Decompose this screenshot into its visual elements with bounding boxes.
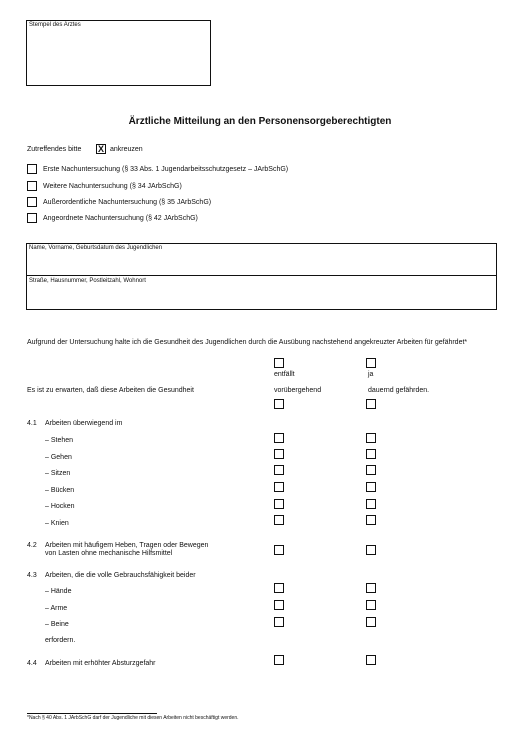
col-voruebergehend-label: vorübergehend — [274, 387, 322, 394]
lasten-dauernd-checkbox[interactable] — [366, 545, 376, 555]
beine-dauernd-checkbox[interactable] — [366, 617, 376, 627]
footnote-text: *Nach § 40 Abs. 1 JArbSchG darf der Jugendliche mit diesen Arbeiten nicht beschäftigt werden. — [27, 715, 239, 721]
sitzen-voruebergehend-checkbox[interactable] — [274, 465, 284, 475]
item-knien-label: – Knien — [45, 520, 69, 527]
stehen-voruebergehend-checkbox[interactable] — [274, 433, 284, 443]
instruction-x-box: X — [97, 144, 104, 154]
knien-dauernd-checkbox[interactable] — [366, 515, 376, 525]
address-field-label: Straße, Hausnummer, Postleitzahl, Wohnort — [29, 278, 146, 284]
item-sitzen-label: – Sitzen — [45, 470, 71, 477]
exam-type-checkbox-3[interactable] — [27, 197, 37, 207]
item-hocken-label: – Hocken — [45, 503, 75, 510]
col-dauernd-label: dauernd gefährden. — [368, 387, 430, 394]
item-beine-label: – Beine — [45, 621, 69, 628]
exam-type-checkbox-4[interactable] — [27, 213, 37, 223]
section-4-4-number: 4.4 — [27, 660, 37, 667]
form-title: Ärztliche Mitteilung an den Personensorgeberechtigten — [128, 116, 392, 127]
dauernd-header-checkbox[interactable] — [366, 399, 376, 409]
buecken-voruebergehend-checkbox[interactable] — [274, 482, 284, 492]
haende-dauernd-checkbox[interactable] — [366, 583, 376, 593]
voruebergehend-header-checkbox[interactable] — [274, 399, 284, 409]
section-4-3-label: Arbeiten, die die volle Gebrauchsfähigkeit beider — [45, 572, 196, 579]
entfaellt-header-checkbox[interactable] — [274, 358, 284, 368]
haende-voruebergehend-checkbox[interactable] — [274, 583, 284, 593]
item-gehen-label: – Gehen — [45, 454, 72, 461]
exam-type-label-2: Weitere Nachuntersuchung (§ 34 JArbSchG) — [43, 183, 182, 190]
item-haende-label: – Hände — [45, 588, 72, 595]
item-stehen-label: – Stehen — [45, 437, 74, 444]
expect-text: Es ist zu erwarten, daß diese Arbeiten die Gesundheit — [27, 387, 194, 394]
absturz-voruebergehend-checkbox[interactable] — [274, 655, 284, 665]
identity-divider — [27, 275, 496, 276]
instruction-text — [27, 145, 81, 154]
instruction-before: Zutreffendes bitte — [27, 146, 82, 153]
footnote-rule — [27, 713, 157, 714]
hocken-voruebergehend-checkbox[interactable] — [274, 499, 284, 509]
section-4-4-label: Arbeiten mit erhöhter Absturzgefahr — [45, 660, 156, 667]
knien-voruebergehend-checkbox[interactable] — [274, 515, 284, 525]
col-ja-label: ja — [368, 371, 374, 378]
section-4-2-number: 4.2 — [27, 542, 37, 549]
arme-voruebergehend-checkbox[interactable] — [274, 600, 284, 610]
address-input[interactable] — [27, 286, 494, 307]
name-field-label: Name, Vorname, Geburtsdatum des Jugendlichen — [29, 245, 163, 251]
gehen-dauernd-checkbox[interactable] — [366, 449, 376, 459]
exam-type-checkbox-2[interactable] — [27, 181, 37, 191]
hocken-dauernd-checkbox[interactable] — [366, 499, 376, 509]
section-4-2-line-2: von Lasten ohne mechanische Hilfsmittel — [45, 550, 173, 557]
assessment-intro: Aufgrund der Untersuchung halte ich die Gesundheit des Jugendlichen durch die Ausübung nachstehend angekreuzter Arbeiten für gefährdet* — [27, 339, 468, 346]
buecken-dauernd-checkbox[interactable] — [366, 482, 376, 492]
beine-voruebergehend-checkbox[interactable] — [274, 617, 284, 627]
section-4-3-number: 4.3 — [27, 572, 37, 579]
section-4-2-line-1: Arbeiten mit häufigem Heben, Tragen oder Bewegen — [45, 542, 209, 549]
stehen-dauernd-checkbox[interactable] — [366, 433, 376, 443]
col-entfaellt-label: entfällt — [274, 371, 295, 378]
ja-header-checkbox[interactable] — [366, 358, 376, 368]
exam-type-label-1: Erste Nachuntersuchung (§ 33 Abs. 1 Jugendarbeitsschutzgesetz – JArbSchG) — [43, 166, 289, 173]
exam-type-label-3: Außerordentliche Nachuntersuchung (§ 35 JArbSchG) — [43, 199, 212, 206]
lasten-voruebergehend-checkbox[interactable] — [274, 545, 284, 555]
stamp-label: Stempel des Arztes — [29, 22, 81, 28]
section-4-1-number: 4.1 — [27, 420, 37, 427]
arme-dauernd-checkbox[interactable] — [366, 600, 376, 610]
item-arme-label: – Arme — [45, 605, 68, 612]
gehen-voruebergehend-checkbox[interactable] — [274, 449, 284, 459]
sitzen-dauernd-checkbox[interactable] — [366, 465, 376, 475]
exam-type-label-4: Angeordnete Nachuntersuchung (§ 42 JArbSchG) — [43, 215, 198, 222]
exam-type-checkbox-1[interactable] — [27, 164, 37, 174]
doctor-stamp-box — [26, 20, 211, 86]
section-4-1-label: Arbeiten überwiegend im — [45, 420, 123, 427]
absturz-dauernd-checkbox[interactable] — [366, 655, 376, 665]
item-buecken-label: – Bücken — [45, 487, 75, 494]
section-4-3-end: erfordern. — [45, 637, 76, 644]
name-input[interactable] — [27, 252, 494, 274]
instruction-after: ankreuzen — [110, 146, 143, 153]
